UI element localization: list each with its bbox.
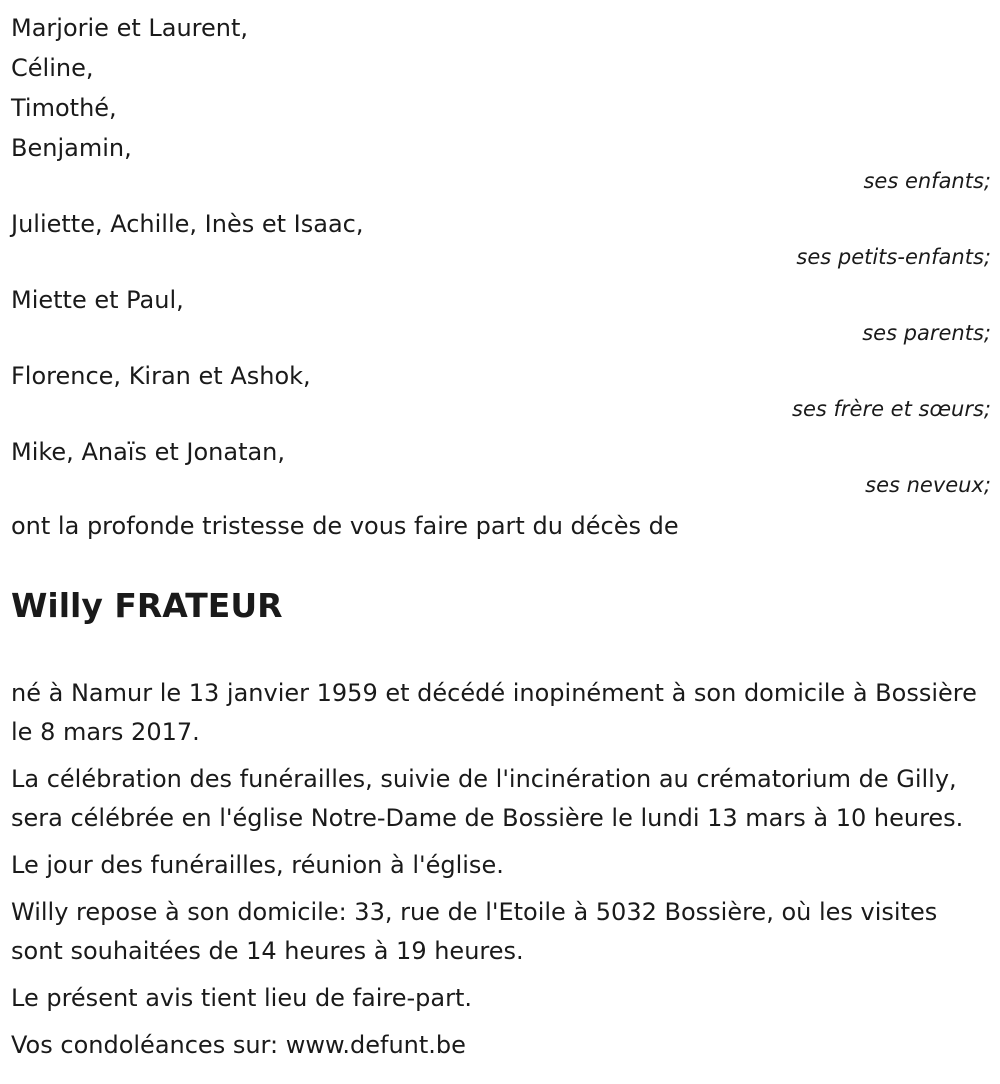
- grandchildren-names: Juliette, Achille, Inès et Isaac,: [11, 210, 364, 238]
- condolences-paragraph: Vos condoléances sur: www.defunt.be: [11, 1031, 466, 1059]
- child-name: Céline,: [11, 54, 94, 82]
- grandchildren-group: [11, 204, 991, 280]
- siblings-relation: ses frère et sœurs;: [792, 397, 991, 421]
- nephews-relation: ses neveux;: [865, 473, 991, 497]
- notice-paragraph: Le présent avis tient lieu de faire-part.: [11, 984, 473, 1012]
- nephews-group: [11, 432, 991, 498]
- children-group: [11, 8, 991, 204]
- children-relation: ses enfants;: [863, 169, 991, 193]
- visitation-paragraph: Willy repose à son domicile: 33, rue de l'Etoile à 5032 Bossière, où les visites sont souhaitées de 14 heures à 19 heures.: [11, 898, 938, 965]
- child-name: Benjamin,: [11, 134, 132, 162]
- child-name: Marjorie et Laurent,: [11, 14, 249, 42]
- siblings-names: Florence, Kiran et Ashok,: [11, 362, 311, 390]
- child-name: Timothé,: [11, 94, 117, 122]
- parents-names: Miette et Paul,: [11, 286, 184, 314]
- birth-death-paragraph: né à Namur le 13 janvier 1959 et décédé inopinément à son domicile à Bossière le 8 mars 2017.: [11, 679, 977, 746]
- parents-group: [11, 280, 991, 356]
- parents-relation: ses parents;: [862, 321, 991, 345]
- deceased-name: Willy FRATEUR: [11, 586, 283, 625]
- obituary-notice: [11, 8, 991, 1073]
- gathering-paragraph: Le jour des funérailles, réunion à l'église.: [11, 851, 504, 879]
- announcement-intro: ont la profonde tristesse de vous faire part du décès de: [11, 512, 679, 540]
- siblings-group: [11, 356, 991, 432]
- funeral-paragraph: La célébration des funérailles, suivie de l'incinération au crématorium de Gilly, sera célébrée en l'église Notre-Dame de Bossière le lundi 13 mars à 10 heures.: [11, 765, 964, 832]
- nephews-names: Mike, Anaïs et Jonatan,: [11, 438, 286, 466]
- grandchildren-relation: ses petits-enfants;: [796, 245, 991, 269]
